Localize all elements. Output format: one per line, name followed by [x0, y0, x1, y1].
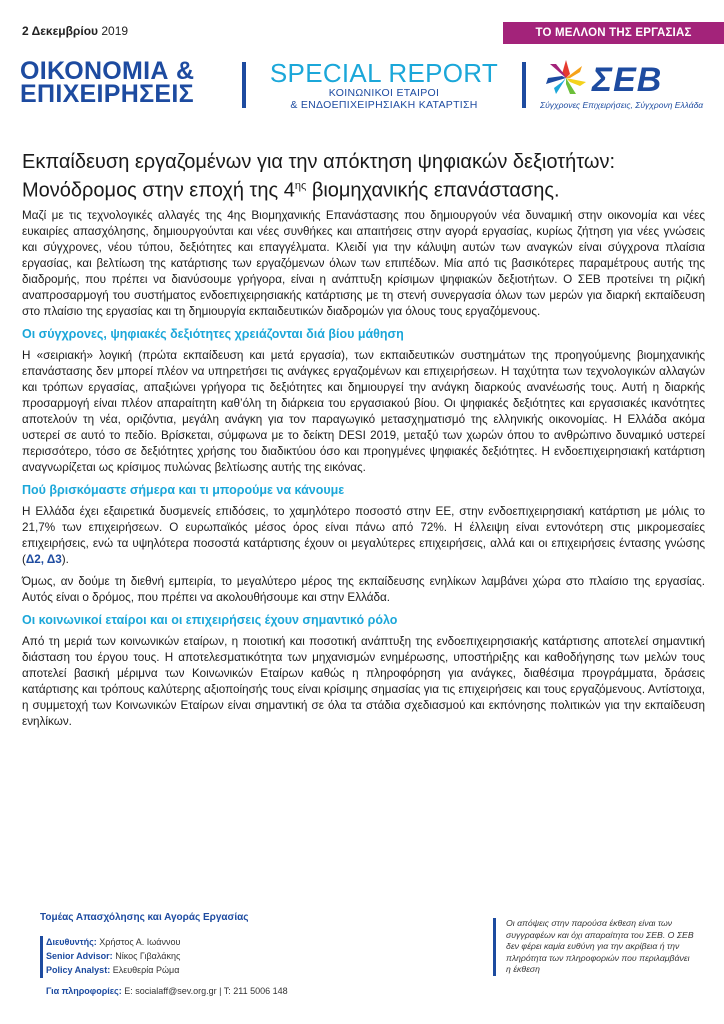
footer-advisor-name: Νίκος Γιβαλάκης	[115, 951, 181, 961]
article-title-superscript: ης	[294, 180, 307, 192]
article-title	[22, 150, 712, 203]
sev-star-icon	[540, 56, 592, 100]
section-heading-social-partners: Οι κοινωνικοί εταίροι και οι επιχειρήσεις έχουν σημαντικό ρόλο	[22, 613, 398, 627]
sev-logo	[540, 56, 710, 116]
report-date-year: 2019	[101, 24, 129, 38]
footer-accent-line	[40, 936, 43, 978]
paragraph-international-experience: Όμως, αν δούμε τη διεθνή εμπειρία, το μεγαλύτερο μέρος της εκπαίδευσης ενηλίκων λαμβάνει χώρα στο πλαίσιο της εργασίας. Αυτός είναι ο δρόμος, που πρέπει να ακολουθήσουμε και στην Ελλάδα.	[22, 575, 705, 604]
section-heading-lifelong-learning: Οι σύγχρονες, ψηφιακές δεξιότητες χρειάζονται διά βίου μάθηση	[22, 327, 404, 341]
footer-phone: T: 211 5006 148	[223, 986, 288, 996]
series-tag: ΤΟ ΜΕΛΛΟΝ ΤΗΣ ΕΡΓΑΣΙΑΣ	[503, 22, 724, 44]
footer-advisor	[46, 949, 180, 963]
brand-line-1: ΟΙΚΟΝΟΜΙΑ &	[20, 57, 195, 85]
footer-analyst-label: Policy Analyst:	[46, 965, 111, 975]
footer-analyst	[46, 963, 180, 977]
figure-reference-link[interactable]: Δ2, Δ3	[25, 553, 62, 566]
intro-paragraph: Μαζί με τις τεχνολογικές αλλαγές της 4ης Βιομηχανικής Επανάστασης που δημιουργούν νέα δυναμική στην οικονομία και νέες ευκαιρίες απασχόλησης, δημιουργούνται και νέες συνθήκες και απαιτήσεις στην αγορά εργασίας, κυρίως ζήτηση για νέες γνώσεις και σύγχρονες, νέου τύπου, δεξιότητες και επαγγέλματα. Κλειδί για την κάλυψη αυτών των αναγκών είναι σύγχρονα πλαίσια εργασίας, και βελτίωση της κατάρτισης των εργαζόμενων όλων των επιπέδων. Μία από τις βασικότερες παραμέτρους αυτής της διαδρομής, που πρέπει να διανύσουμε γρήγορα, είναι η ανάπτυξη κρίσιμων ψηφιακών δεξιοτήτων. Ο ΣΕΒ προτείνει τη ριζική αναπροσαρμογή του συστήματος ενδοεπιχειρησιακής κατάρτισης με τη στενή συνεργασία όλων των μερών για διαρκή εκπαίδευση στο πλαίσιο της εργασίας και τη δημιουργία εκπαιδευτικών διαδρομών για όλους τους εργαζόμενους.	[22, 209, 705, 318]
paragraph-current-status-end: ).	[61, 553, 69, 566]
special-report-sub-2: & ΕΝΔΟΕΠΙΧΕΙΡΗΣΙΑΚΗ ΚΑΤΑΡΤΙΣΗ	[290, 99, 478, 111]
footer-advisor-label: Senior Advisor:	[46, 951, 113, 961]
section-heading-current-status: Πού βρισκόμαστε σήμερα και τι μπορούμε να κάνουμε	[22, 483, 345, 497]
footer-director-label: Διευθυντής:	[46, 937, 97, 947]
header-divider-right	[522, 62, 526, 108]
special-report-title: SPECIAL REPORT	[269, 58, 499, 88]
sev-logo-slogan: Σύγχρονες Επιχειρήσεις, Σύγχρονη Ελλάδα	[540, 100, 704, 110]
footer-department: Τομέας Απασχόλησης και Αγοράς Εργασίας	[40, 912, 249, 923]
special-report-sub-1: ΚΟΙΝΩΝΙΚΟΙ ΕΤΑΙΡΟΙ	[328, 87, 440, 99]
footer-staff-list	[46, 935, 180, 977]
article-body	[22, 208, 705, 736]
brand-title	[20, 57, 240, 108]
brand-line-2: ΕΠΙΧΕΙΡΗΣΕΙΣ	[20, 80, 194, 108]
footer-separator: |	[219, 986, 222, 996]
paragraph-current-status-text: Η Ελλάδα έχει εξαιρετικά δυσμενείς επιδόσεις, το χαμηλότερο ποσοστό στην ΕΕ, στην ενδοεπιχειρησιακή κατάρτιση με μόλις το 21,7% των επιχειρήσεων. Ο ευρωπαϊκός μέσος όρος είναι πάνω από 72%. Η έλλειψη είναι εντονότερη στις μικρομεσαίες επιχειρήσεις, ενώ τα υψηλότερα ποσοστά κατάρτισης έχουν οι μεγαλύτερες επιχειρήσεις, αλλά και οι επιχειρήσεις έντασης γνώσης (	[22, 505, 705, 566]
article-title-line-1: Εκπαίδευση εργαζομένων για την απόκτηση ψηφιακών δεξιοτήτων:	[22, 151, 615, 173]
paragraph-current-status	[22, 504, 705, 568]
footer-contact	[46, 986, 288, 996]
footer-analyst-name: Ελευθερία Ρώμα	[112, 965, 180, 975]
header-divider-left	[242, 62, 246, 108]
footer-contact-label: Για πληροφορίες:	[46, 986, 122, 996]
sev-logo-text: ΣΕΒ	[592, 61, 663, 99]
report-date	[22, 24, 128, 38]
article-title-line-2	[22, 174, 712, 203]
article-title-line-2-end: βιομηχανικής επανάστασης.	[306, 179, 560, 202]
footer-email[interactable]: E: socialaff@sev.org.gr	[124, 986, 217, 996]
paragraph-social-partners: Από τη μεριά των κοινωνικών εταίρων, η ποιοτική και ποσοτική ανάπτυξη της ενδοεπιχειρησιακής κατάρτισης αποτελεί σημαντική διάσταση του έργου τους. Η αποτελεσματικότητα των μηχανισμών ενημέρωσης, υποστήριξης και καθοδήγησης των μελών τους αποτελεί βασική μέριμνα των Κοινωνικών Εταίρων καθώς η πληροφόρηση για ανάγκες, διαθέσιμα προγράμματα, δράσεις κατάρτισης και τρόπους καλύτερης αξιοποίησής τους είναι κρίσιμης σημασίας για τις επιχειρήσεις και τους εργαζόμενους. Αντίστοιχα, η συμμετοχή των Κοινωνικών Εταίρων είναι σημαντική σε όλα τα στάδια σχεδιασμού και εκπόνησης πολιτικών για την εκπαίδευση ενηλίκων.	[22, 635, 705, 728]
report-date-day: 2 Δεκεμβρίου	[22, 24, 99, 38]
footer-director	[46, 935, 180, 949]
article-title-line-2-start: Μονόδρομος στην εποχή της 4	[22, 179, 295, 202]
footer-director-name: Χρήστος Α. Ιωάννου	[99, 937, 181, 947]
paragraph-lifelong-learning: Η «σειριακή» λογική (πρώτα εκπαίδευση και μετά εργασία), των εκπαιδευτικών συστημάτων της προηγούμενης βιομηχανικής επανάστασης δεν μπορεί πλέον να υπηρετήσει τις ανάγκες εργαζομένων και επιχειρήσεων. Η ταχύτητα των τεχνολογικών αλλαγών και τρόπων εργασίας, απαξιώνει γρήγορα τις δεξιότητες και δημιουργεί την ανάγκη διαρκούς ανανέωσής τους. Αυτή η διαρκής προσαρμογή είναι πλέον απαραίτητη καθ’όλη τη διάρκεια του εργασιακού βίου. Οι ψηφιακές δεξιότητες και εργασιακές ικανότητες αποτελούν τη νέα, οριζόντια, μεγάλη ανάγκη για τον παραγωγικό μετασχηματισμό της ελληνικής οικονομίας. Η Ελλάδα ακόμα υστερεί σε αυτό το πεδίο. Βρίσκεται, σύμφωνα με το δείκτη DESI 2019, μεταξύ των χωρών όπου το ανθρώπινο δυναμικό υστερεί περισσότερο, τόσο σε δεξιότητες χρήσης του διαδικτύου όσο και προηγμένες ψηφιακές δεξιότητες. Η ενδοεπιχειρησιακή κατάρτιση αναγνωρίζεται ως κρίσιμος πυλώνας βελτίωσης αυτής της εικόνας.	[22, 349, 705, 474]
special-report-block	[257, 60, 511, 111]
footer-disclaimer: Οι απόψεις στην παρούσα έκθεση είναι των συγγραφέων και όχι απαραίτητα του ΣΕΒ. Ο ΣΕΒ δεν φέρει καμία ευθύνη για την ακρίβεια ή την πληρότητα των πληροφοριών που περιλαμβάνει η έκθεση	[493, 918, 696, 976]
